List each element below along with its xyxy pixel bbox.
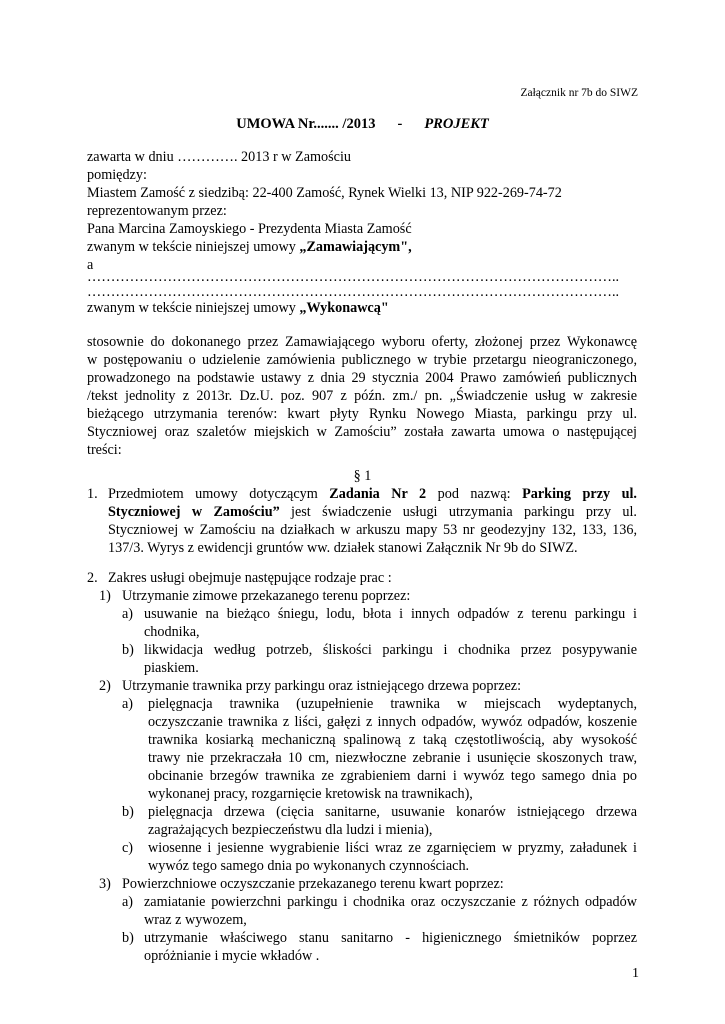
subpoint-text: Utrzymanie zimowe przekazanego terenu poprzez: [122,588,411,604]
letter-label: b) [122,930,134,946]
contractor-line [87,299,389,317]
letter-label: a) [122,606,134,622]
intro-line: stosownie do dokonanego przez Zamawiającego wyboru oferty, złożonej przez Wykonawcę [87,334,637,350]
point-1-text: pod nazwą: [426,486,523,502]
item-text: zamiatanie powierzchni parkingu i chodnika oraz oczyszczanie z różnych odpadów [144,894,637,910]
contract-date-line: zawarta w dniu …………. 2013 r w Zamościu [87,149,351,165]
page-number: 1 [632,966,639,981]
section-heading: § 1 [353,468,372,484]
point-number: 1. [87,486,98,502]
subpoint-text: Powierzchniowe oczyszczanie przekazanego terenu kwart poprzez: [122,876,504,892]
contractor-dots-2: ………………………………………………………………………………………………….. [87,284,620,300]
item-text: wraz z wywozem, [144,912,247,928]
item-text: wywóz tego samego dnia po wykonanych czynnościach. [148,858,470,874]
point-1-line: Styczniowej w Zamościu na działkach w arkuszu mapy 53 nr geodezyjny 132, 133, 136, [108,522,637,538]
item-text: chodnika, [144,624,200,640]
point-1-line: 137/3. Wyrys z ewidencji gruntów ww. działek stanowi Załącznik Nr 9b do SIWZ. [108,540,578,556]
intro-line: treści: [87,442,122,458]
point-number: 2. [87,570,98,586]
intro-line: bieżącego utrzymania terenów: kwart płyty Rynku Nowego Miasta, parkingu przy ul. [87,406,637,422]
title-dash: - [397,116,403,132]
point-2-line: Zakres usługi obejmuje następujące rodzaje prac : [108,570,392,586]
annex-label: Załącznik nr 7b do SIWZ [520,87,638,99]
intro-line: w postępowaniu o udzielenie zamówienia publicznego w trybie przetargu nieograniczonego, [87,352,637,368]
subpoint-number: 2) [99,678,111,694]
city-line: Miastem Zamość z siedzibą: 22-400 Zamość, Rynek Wielki 13, NIP 922-269-74-72 [87,185,562,201]
subpoint-number: 1) [99,588,111,604]
item-text: opróżnianie i mycie wkładów . [144,948,320,964]
item-text: likwidacja według potrzeb, śliskości parkingu i chodnika przez posypywanie [144,642,637,658]
intro-line: /tekst jednolity z 2013r. Dz.U. poz. 907 z późn. zm./ pn. „Świadczenie usług w zakresie [87,388,637,404]
letter-label: c) [122,840,134,856]
item-text: wykonanej pracy, rozgarnięcie kretowisk na trawnikach), [148,786,473,802]
item-text: usuwanie na bieżąco śniegu, lodu, błota i innych odpadów z terenu parkingu i [144,606,637,622]
item-text: utrzymanie właściwego stanu sanitarno - higienicznego śmietników poprzez [144,930,637,946]
item-text: obcinanie brzegów trawnika ze zgrabieniem darni i wywóz tego samego dnia po [148,768,637,784]
item-text: trawnika kosiarką mechaniczną spalinową z taką częstotliwością, aby wysokość [148,732,637,748]
item-text: wiosenne i jesienne wygrabienie liści wraz ze zgarnięciem w pryzmy, załadunek i [148,840,637,856]
title-main: UMOWA Nr....... /2013 [236,116,376,132]
item-text: piaskiem. [144,660,199,676]
mayor-line: Pana Marcina Zamoyskiego - Prezydenta Miasta Zamość [87,221,412,237]
document-title [0,115,725,133]
task-name: Parking przy ul. [522,486,637,502]
intro-line: Styczniowej oraz szaletów miejskich w Zamościu” została zawarta umowa o następującej [87,424,637,440]
letter-label: a) [122,696,134,712]
item-text: trawy nie przekraczała 10 cm, niezwłoczne zebranie i usunięcie skoszonych traw, [148,750,637,766]
letter-label: b) [122,804,134,820]
intro-line: prowadzonego na podstawie ustawy z dnia 29 stycznia 2004 Prawo zamówień publicznych [87,370,637,386]
point-1-text: jest świadczenie usługi utrzymania parkingu przy ul. [279,504,637,520]
item-text: pielęgnacja trawnika (uzupełnienie trawnika w miejscach wydeptanych, [148,696,637,712]
subpoint-number: 3) [99,876,111,892]
contractor-pre: zwanym w tekście niniejszej umowy [87,300,300,316]
ordering-party-pre: zwanym w tekście niniejszej umowy [87,239,300,255]
task-number: Zadania Nr 2 [329,486,427,502]
ordering-party-line [87,238,412,256]
item-text: zagrażających bezpieczeństwu dla ludzi i mienia), [148,822,433,838]
point-1-line [108,503,637,521]
letter-label: b) [122,642,134,658]
title-project: PROJEKT [424,116,489,132]
contractor-name: „Wykonawcą" [299,300,389,316]
and-line: a [87,257,94,273]
represented-line: reprezentowanym przez: [87,203,227,219]
subpoint-text: Utrzymanie trawnika przy parkingu oraz istniejącego drzewa poprzez: [122,678,522,694]
point-1-line [108,485,637,503]
letter-label: a) [122,894,134,910]
task-name: Styczniowej w Zamościu” [108,504,280,520]
item-text: oczyszczanie trawnika z liści, gałęzi z innych odpadów, wywóz odpadów, koszenie [148,714,637,730]
ordering-party-name: „Zamawiającym", [299,239,412,255]
contractor-dots-1: ………………………………………………………………………………………………….. [87,269,620,285]
between-line: pomiędzy: [87,167,147,183]
item-text: pielęgnacja drzewa (cięcia sanitarne, usuwanie konarów istniejącego drzewa [148,804,637,820]
point-1-text: Przedmiotem umowy dotyczącym [108,486,330,502]
